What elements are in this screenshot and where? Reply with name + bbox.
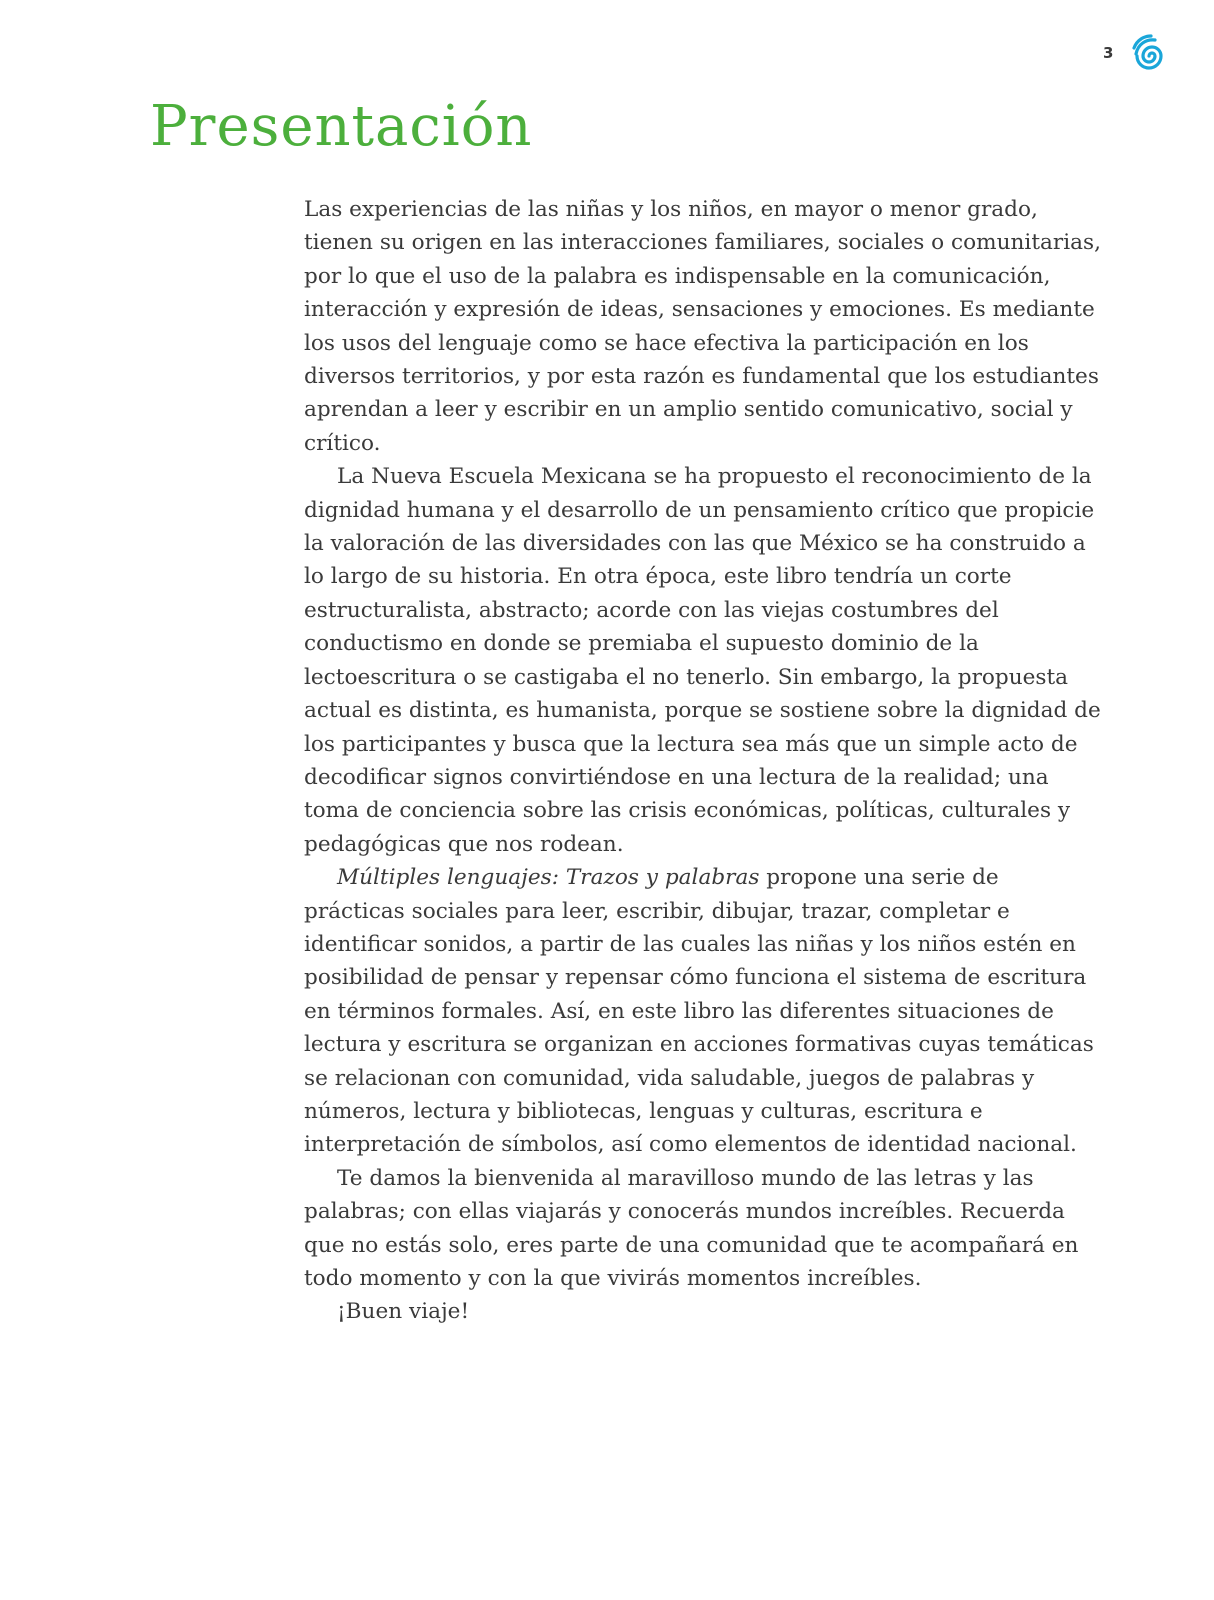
paragraph-3-text: propone una serie de prácticas sociales para leer, escribir, dibujar, trazar, completar e identificar sonidos, a partir de las cuales las niñas y los niños estén en posibilidad de pensar y repensar cómo funciona el sistema de escritura en términos formales. Así, en este libro las diferentes situaciones de lectura y escritura se organizan en acciones formativas cuyas temáticas se relacionan con comunidad, vida saludable, juegos de palabras y números, lectura y bibliotecas, lenguas y culturas, escritura e interpretación de símbolos, así como elementos de identidad nacional.: [304, 865, 1094, 1158]
page-title: Presentación: [150, 94, 533, 159]
book-title: Múltiples lenguajes: Trazos y palabras: [337, 865, 760, 891]
paragraph-5: ¡Buen viaje!: [337, 1299, 470, 1325]
paragraph-4: Te damos la bienvenida al maravilloso mundo de las letras y las palabras; con ellas viajarás y conocerás mundos increíbles. Recuerda que no estás solo, eres parte de una comunidad que te acompañará en todo momento y con la que vivirás momentos increíbles.: [304, 1165, 1079, 1291]
presentation-body: [304, 193, 1104, 1329]
spiral-logo-icon: [1130, 34, 1174, 78]
page-number: 3: [1103, 44, 1114, 62]
paragraph-1: Las experiencias de las niñas y los niños, en mayor o menor grado, tienen su origen en las interacciones familiares, sociales o comunitarias, por lo que el uso de la palabra es indispensable en la comunicación, interacción y expresión de ideas, sensaciones y emociones. Es mediante los usos del lenguaje como se hace efectiva la participación en los diversos territorios, y por esta razón es fundamental que los estudiantes aprendan a leer y escribir en un amplio sentido comunicativo, social y crítico.: [304, 197, 1101, 456]
paragraph-3: [304, 861, 1104, 1162]
paragraph-2: La Nueva Escuela Mexicana se ha propuesto el reconocimiento de la dignidad humana y el desarrollo de un pensamiento crítico que propicie la valoración de las diversidades con las que México se ha construido a lo largo de su historia. En otra época, este libro tendría un corte estructuralista, abstracto; acorde con las viejas costumbres del conductismo en donde se premiaba el supuesto dominio de la lectoescritura o se castigaba el no tenerlo. Sin embargo, la propuesta actual es distinta, es humanista, porque se sostiene sobre la dignidad de los participantes y busca que la lectura sea más que un simple acto de decodificar signos convirtiéndose en una lectura de la realidad; una toma de conciencia sobre las crisis económicas, políticas, culturales y pedagógicas que nos rodean.: [304, 464, 1101, 857]
